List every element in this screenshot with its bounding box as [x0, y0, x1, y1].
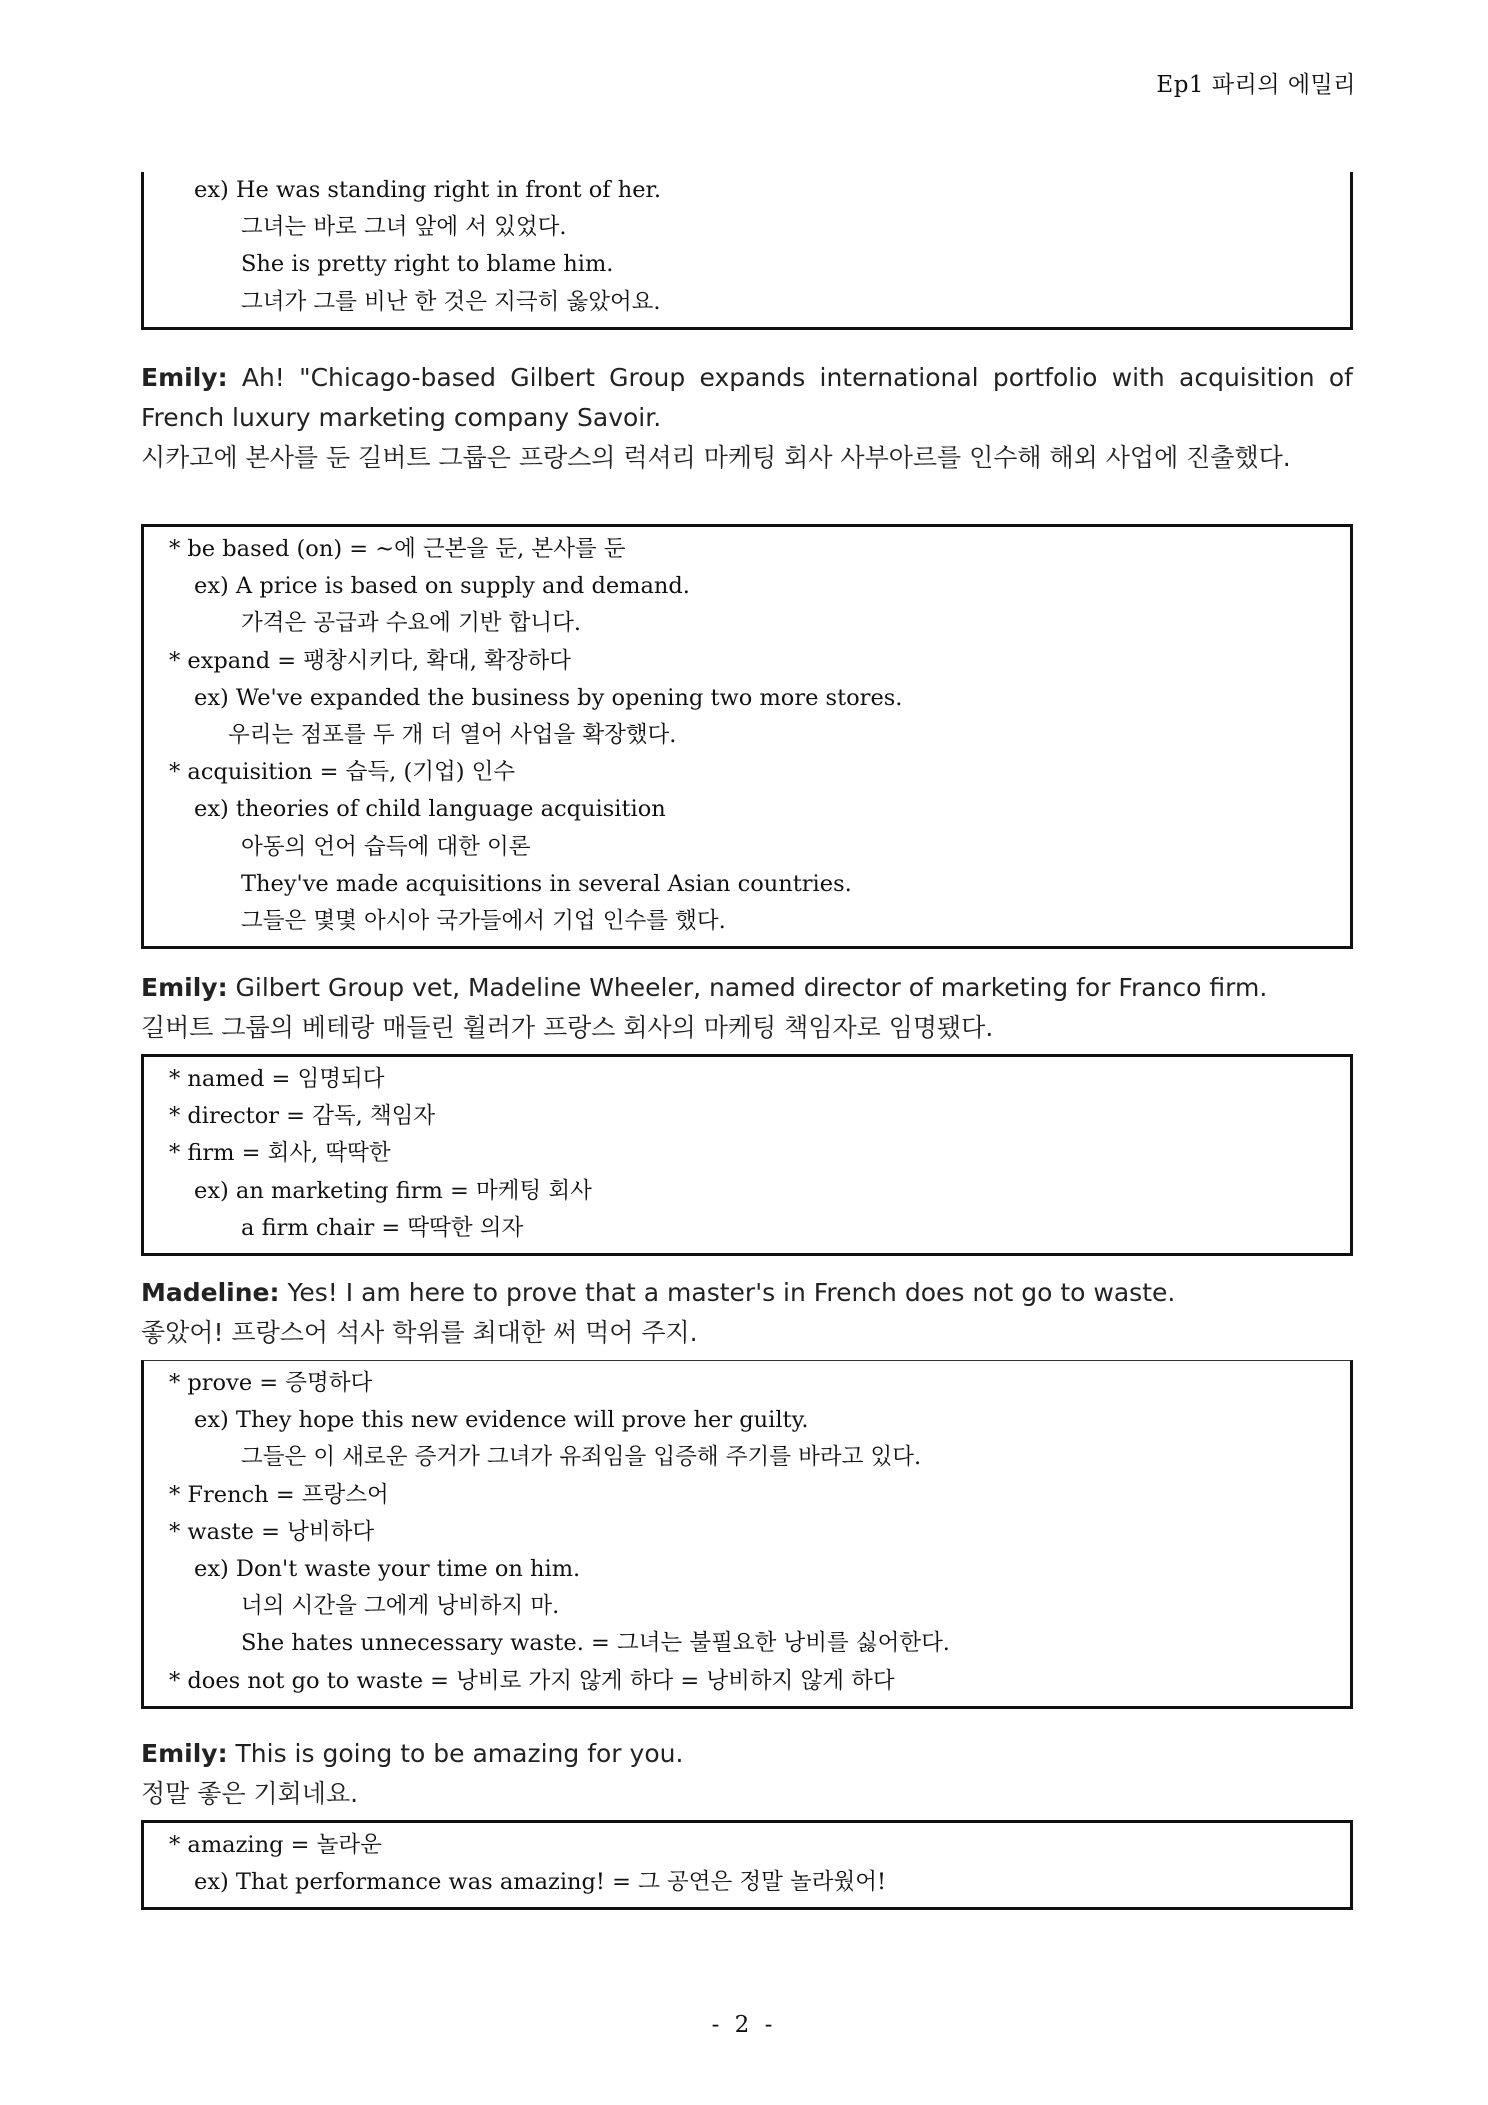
dialog-2: [141, 968, 1353, 1048]
english-line: This is going to be amazing for you.: [235, 1739, 684, 1768]
vocab-box-3: [141, 1054, 1353, 1256]
vocab-box-2: [141, 524, 1353, 949]
dialog-english: Emily: Ah! "Chicago-based Gilbert Group expands international portfolio with acquisition of French luxury marketing company Savoir.: [141, 363, 1353, 432]
example-translation: 그들은 몇몇 아시아 국가들에서 기업 인수를 했다.: [241, 907, 726, 934]
example-translation: 그들은 이 새로운 증거가 그녀가 유죄임을 입증해 주기를 바라고 있다.: [241, 1444, 922, 1471]
vocab-entry: * named = 임명되다: [169, 1066, 385, 1092]
example-sentence: ex) theories of child language acquisition: [194, 796, 666, 823]
vocab-entry: * firm = 회사, 딱딱한: [169, 1140, 391, 1167]
example-translation: They've made acquisitions in several Asian countries.: [241, 870, 852, 897]
dialog-english: Emily: Gilbert Group vet, Madeline Wheeler, named director of marketing for Franco firm.: [141, 973, 1268, 1002]
example-translation: 너의 시간을 그에게 낭비하지 마.: [241, 1593, 560, 1620]
dialog-english: Madeline: Yes! I am here to prove that a master's in French does not go to waste.: [141, 1278, 1176, 1307]
example-translation: 우리는 점포를 두 개 더 열어 사업을 확장했다.: [228, 721, 677, 748]
example-translation: 가격은 공급과 수요에 기반 합니다.: [241, 610, 582, 637]
speaker-name: Emily: [141, 973, 218, 1002]
example-sentence: ex) They hope this new evidence will prove her guilty.: [194, 1407, 809, 1434]
example-translation: 그녀가 그를 비난 한 것은 지극히 옳았어요.: [241, 288, 661, 315]
vocab-entry: * does not go to waste = 낭비로 가지 않게 하다 = 낭비하지 않게 하다: [169, 1667, 895, 1694]
english-line: Yes! I am here to prove that a master's in French does not go to waste.: [287, 1278, 1176, 1307]
vocab-entry: * prove = 증명하다: [169, 1370, 373, 1396]
example-sentence: ex) Don't waste your time on him.: [194, 1555, 581, 1582]
vocab-entry: * French = 프랑스어: [169, 1481, 389, 1508]
dialog-english: Emily: This is going to be amazing for you.: [141, 1739, 684, 1768]
speaker-name: Madeline: [141, 1278, 270, 1307]
speaker-name: Emily: [141, 1739, 218, 1768]
example-sentence: ex) A price is based on supply and demand.: [194, 573, 690, 600]
vocab-box-5: [141, 1820, 1353, 1910]
korean-translation: 길버트 그룹의 베테랑 매들린 휠러가 프랑스 회사의 마케팅 책임자로 임명됐다.: [141, 1013, 994, 1042]
speaker-name: Emily: [141, 363, 218, 392]
english-line: Gilbert Group vet, Madeline Wheeler, named director of marketing for Franco firm.: [235, 973, 1268, 1002]
example-translation: She hates unnecessary waste. = 그녀는 불필요한 낭비를 싫어한다.: [241, 1630, 950, 1657]
dialog-4: [141, 1734, 1353, 1814]
dialog-3: [141, 1273, 1353, 1353]
running-header: Ep1 파리의 에밀리: [1156, 72, 1356, 98]
korean-translation: 좋았어! 프랑스어 석사 학위를 최대한 써 먹어 주지.: [141, 1318, 698, 1347]
example-sentence: ex) We've expanded the business by opening two more stores.: [194, 684, 903, 711]
vocab-box-1: [141, 172, 1353, 330]
example-sentence: ex) an marketing firm = 마케팅 회사: [194, 1177, 592, 1204]
vocab-box-4: [141, 1360, 1353, 1709]
example-translation: a firm chair = 딱딱한 의자: [241, 1214, 524, 1241]
example-sentence: ex) He was standing right in front of her.: [194, 177, 661, 203]
vocab-entry: * be based (on) = ~에 근본을 둔, 본사를 둔: [169, 536, 626, 562]
english-line: Ah! "Chicago-based Gilbert Group expands international portfolio with acquisition of French luxury marketing company Savoir.: [141, 363, 1353, 432]
korean-translation: 시카고에 본사를 둔 길버트 그룹은 프랑스의 럭셔리 마케팅 회사 사부아르를 인수해 해외 사업에 진출했다.: [141, 443, 1291, 472]
vocab-entry: * director = 감독, 책임자: [169, 1103, 436, 1130]
page-number: - 2 -: [711, 2012, 777, 2038]
example-translation: 아동의 언어 습득에 대한 이론: [241, 833, 531, 860]
vocab-entry: * amazing = 놀라운: [169, 1832, 382, 1858]
dialog-1: [141, 358, 1353, 478]
example-sentence: ex) That performance was amazing! = 그 공연은 정말 놀라웠어!: [194, 1869, 886, 1896]
vocab-entry: * waste = 낭비하다: [169, 1518, 375, 1545]
vocab-entry: * expand = 팽창시키다, 확대, 확장하다: [169, 647, 571, 674]
vocab-entry: * acquisition = 습득, (기업) 인수: [169, 759, 516, 786]
korean-translation: 정말 좋은 기회네요.: [141, 1779, 359, 1808]
example-translation: She is pretty right to blame him.: [241, 251, 614, 278]
example-translation: 그녀는 바로 그녀 앞에 서 있었다.: [241, 214, 567, 241]
